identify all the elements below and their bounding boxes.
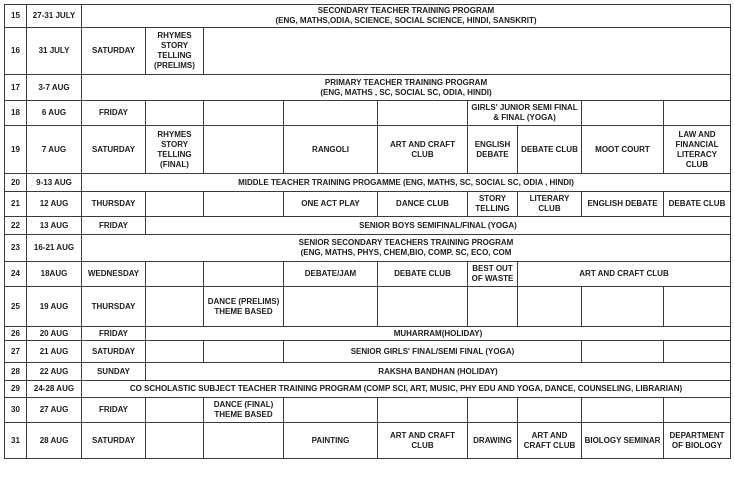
table-row [5, 341, 731, 363]
empty-cell [284, 398, 378, 423]
date-cell: 7 AUG [27, 126, 82, 174]
table-row [5, 174, 731, 192]
empty-cell [664, 287, 731, 327]
activity-cell: DANCE (PRELIMS) THEME BASED [204, 287, 284, 327]
empty-cell [582, 341, 664, 363]
event-cell [82, 75, 731, 101]
date-cell: 20 AUG [27, 327, 82, 341]
activity-cell: DEBATE CLUB [664, 192, 731, 217]
empty-cell [664, 101, 731, 126]
empty-cell [204, 423, 284, 459]
date-cell: 31 JULY [27, 28, 82, 75]
empty-cell [284, 287, 378, 327]
table-row [5, 126, 731, 174]
empty-cell [378, 398, 468, 423]
activity-cell: DEPARTMENT OF BIOLOGY [664, 423, 731, 459]
event-cell: SENIOR BOYS SEMIFINAL/FINAL (YOGA) [146, 217, 731, 235]
event-title: SECONDARY TEACHER TRAINING PROGRAM [317, 6, 495, 15]
activity-cell: STORY TELLING [468, 192, 518, 217]
event-cell [82, 235, 731, 262]
day-cell: SUNDAY [82, 363, 146, 381]
table-row [5, 423, 731, 459]
row-number: 22 [5, 217, 27, 235]
empty-cell [204, 28, 731, 75]
activity-cell: RANGOLI [284, 126, 378, 174]
table-row [5, 75, 731, 101]
event-subtitle: (ENG, MATHS,ODIA, SCIENCE, SOCIAL SCIENCE, HINDI, SANSKRIT) [275, 16, 537, 25]
empty-cell [284, 101, 378, 126]
day-cell: FRIDAY [82, 398, 146, 423]
table-row [5, 217, 731, 235]
day-cell: SATURDAY [82, 341, 146, 363]
day-cell: FRIDAY [82, 217, 146, 235]
row-number: 31 [5, 423, 27, 459]
row-number: 29 [5, 381, 27, 398]
empty-cell [468, 287, 518, 327]
empty-cell [204, 341, 284, 363]
date-cell: 18AUG [27, 262, 82, 287]
empty-cell [582, 101, 664, 126]
activity-cell: ONE ACT PLAY [284, 192, 378, 217]
table-row [5, 363, 731, 381]
holiday-cell [146, 327, 731, 341]
event-title: PRIMARY TEACHER TRAINING PROGRAM [324, 77, 488, 87]
day-cell: THURSDAY [82, 192, 146, 217]
holiday-name: MUHARRAM [393, 328, 442, 338]
day-cell: FRIDAY [82, 101, 146, 126]
date-cell: 24-28 AUG [27, 381, 82, 398]
row-number: 19 [5, 126, 27, 174]
date-cell: 27 AUG [27, 398, 82, 423]
day-cell: FRIDAY [82, 327, 146, 341]
empty-cell [146, 287, 204, 327]
table-row [5, 101, 731, 126]
date-cell: 19 AUG [27, 287, 82, 327]
empty-cell [582, 398, 664, 423]
row-number: 25 [5, 287, 27, 327]
table-row [5, 192, 731, 217]
empty-cell [664, 398, 731, 423]
event-subtitle: (ENG, MATHS , SC, SOCIAL SC, ODIA, HINDI) [320, 87, 492, 97]
date-cell: 16-21 AUG [27, 235, 82, 262]
activity-cell: DEBATE CLUB [378, 262, 468, 287]
date-cell: 21 AUG [27, 341, 82, 363]
row-number: 17 [5, 75, 27, 101]
activity-cell: PAINTING [284, 423, 378, 459]
activity-cell: ENGLISH DEBATE [468, 126, 518, 174]
day-cell: WEDNESDAY [82, 262, 146, 287]
row-number: 16 [5, 28, 27, 75]
event-cell: SENIOR GIRLS' FINAL/SEMI FINAL (YOGA) [284, 341, 582, 363]
activity-cell: RHYMES STORY TELLING (FINAL) [146, 126, 204, 174]
table-row [5, 5, 731, 28]
date-cell: 28 AUG [27, 423, 82, 459]
activity-cell: ART AND CRAFT CLUB [518, 262, 731, 287]
day-cell: SATURDAY [82, 126, 146, 174]
day-cell: SATURDAY [82, 28, 146, 75]
holiday-tag: (HOLIDAY) [457, 366, 498, 376]
row-number: 18 [5, 101, 27, 126]
row-number: 26 [5, 327, 27, 341]
empty-cell [468, 398, 518, 423]
activity-cell: ENGLISH DEBATE [582, 192, 664, 217]
event-cell: CO SCHOLASTIC SUBJECT TEACHER TRAINING PROGRAM (COMP SCI, ART, MUSIC, PHY EDU AND YOGA, DANCE, COUNSELING, LIBRARIAN) [82, 381, 731, 398]
date-cell: 12 AUG [27, 192, 82, 217]
empty-cell [204, 262, 284, 287]
activity-schedule-table [4, 4, 731, 459]
empty-cell [582, 287, 664, 327]
table-row [5, 398, 731, 423]
row-number: 27 [5, 341, 27, 363]
empty-cell [204, 126, 284, 174]
table-row [5, 287, 731, 327]
holiday-name: RAKSHA BANDHAN [378, 366, 458, 376]
activity-cell: MOOT COURT [582, 126, 664, 174]
row-number: 30 [5, 398, 27, 423]
empty-cell [146, 423, 204, 459]
empty-cell [146, 262, 204, 287]
activity-cell: DEBATE CLUB [518, 126, 582, 174]
day-cell: SATURDAY [82, 423, 146, 459]
date-cell: 6 AUG [27, 101, 82, 126]
holiday-cell [146, 363, 731, 381]
event-cell: MIDDLE TEACHER TRAINING PROGAMME (ENG, MATHS, SC, SOCIAL SC, ODIA , HINDI) [82, 174, 731, 192]
activity-cell: ART AND CRAFT CLUB [378, 126, 468, 174]
day-cell: THURSDAY [82, 287, 146, 327]
activity-cell: LAW AND FINANCIAL LITERACY CLUB [664, 126, 731, 174]
table-row [5, 327, 731, 341]
table-row [5, 28, 731, 75]
activity-cell: GIRLS' JUNIOR SEMI FINAL & FINAL (YOGA) [468, 101, 582, 126]
activity-cell: DANCE (FINAL) THEME BASED [204, 398, 284, 423]
date-cell: 13 AUG [27, 217, 82, 235]
activity-cell: RHYMES STORY TELLING (PRELIMS) [146, 28, 204, 75]
table-row [5, 262, 731, 287]
activity-cell: DRAWING [468, 423, 518, 459]
activity-cell: BIOLOGY SEMINAR [582, 423, 664, 459]
activity-cell: LITERARY CLUB [518, 192, 582, 217]
table-row [5, 381, 731, 398]
row-number: 20 [5, 174, 27, 192]
empty-cell [146, 101, 204, 126]
row-number: 15 [5, 5, 27, 28]
row-number: 24 [5, 262, 27, 287]
empty-cell [204, 192, 284, 217]
date-cell: 27-31 JULY [27, 5, 82, 28]
activity-cell: BEST OUT OF WASTE [468, 262, 518, 287]
schedule-wrapper [4, 4, 730, 459]
row-number: 28 [5, 363, 27, 381]
date-cell: 22 AUG [27, 363, 82, 381]
row-number: 21 [5, 192, 27, 217]
empty-cell [378, 101, 468, 126]
event-cell [82, 5, 731, 28]
table-row [5, 235, 731, 262]
empty-cell [146, 398, 204, 423]
empty-cell [204, 101, 284, 126]
empty-cell [378, 287, 468, 327]
activity-cell: ART AND CRAFT CLUB [378, 423, 468, 459]
date-cell: 3-7 AUG [27, 75, 82, 101]
holiday-tag: (HOLIDAY) [441, 328, 483, 338]
date-cell: 9-13 AUG [27, 174, 82, 192]
event-title: SENIOR SECONDARY TEACHERS TRAINING PROGRAM [298, 238, 514, 247]
event-subtitle: (ENG, MATHS, PHYS, CHEM,BIO, COMP. SC, ECO, COM [300, 248, 512, 257]
activity-cell: ART AND CRAFT CLUB [518, 423, 582, 459]
empty-cell [664, 341, 731, 363]
empty-cell [518, 287, 582, 327]
row-number: 23 [5, 235, 27, 262]
empty-cell [518, 398, 582, 423]
empty-cell [146, 192, 204, 217]
activity-cell: DANCE CLUB [378, 192, 468, 217]
activity-cell: DEBATE/JAM [284, 262, 378, 287]
empty-cell [146, 341, 204, 363]
